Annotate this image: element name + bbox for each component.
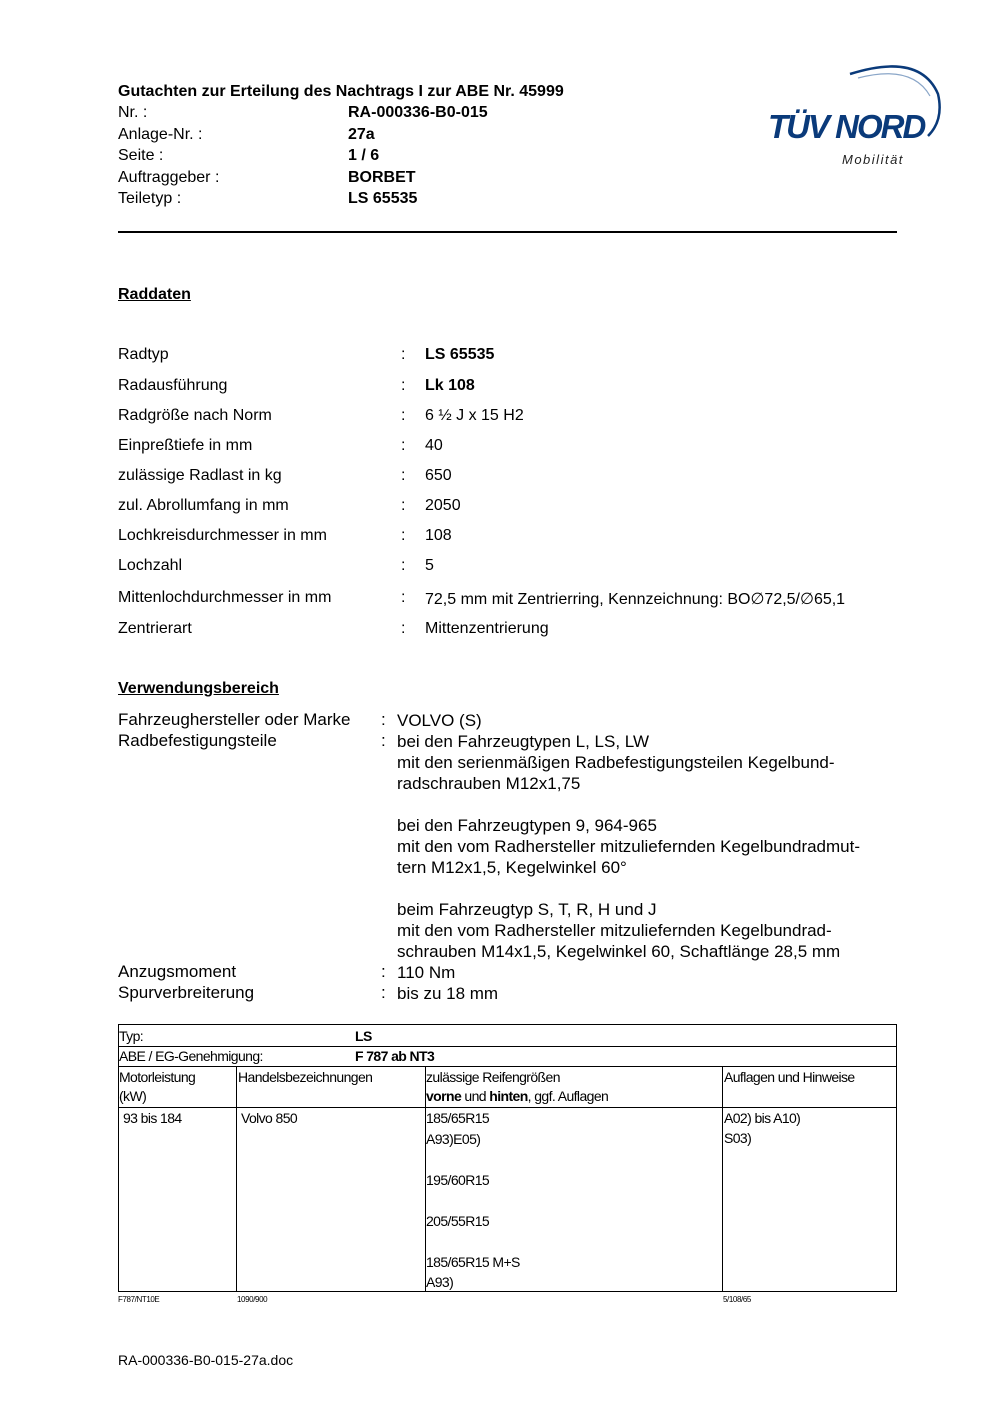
befestigung-line: bei den Fahrzeugtypen L, LS, LW xyxy=(397,732,650,751)
table-footer-right: 5/108/65 xyxy=(723,1295,751,1304)
hersteller-value: VOLVO (S) xyxy=(397,711,482,730)
rd-value-radlast: 650 xyxy=(425,467,452,484)
rd-colon: : xyxy=(401,346,406,363)
und-text: und xyxy=(461,1088,490,1104)
befestigung-line: beim Fahrzeugtyp S, T, R, H und J xyxy=(397,900,657,919)
vw-colon: : xyxy=(381,710,386,729)
befestigung-line: mit den vom Radhersteller mitzuliefernden Kegelbundradmut- xyxy=(397,837,861,856)
anzugsmoment-value: 110 Nm xyxy=(397,963,456,982)
befestigung-line: mit den vom Radhersteller mitzuliefernden Kegelbundrad- xyxy=(397,921,832,940)
hersteller-label: Fahrzeughersteller oder Marke xyxy=(118,710,351,729)
seite-label: Seite : xyxy=(118,147,164,164)
auflagen-text: , ggf. Auflagen xyxy=(527,1088,609,1104)
col-header-leistung: Motorleistung xyxy=(119,1069,196,1085)
rd-value-mittenloch: 72,5 mm mit Zentrierring, Kennzeichnung: BO∅72,5/∅65,1 xyxy=(425,591,846,608)
rd-colon: : xyxy=(401,437,406,454)
reifen-spacer xyxy=(426,1149,520,1170)
befestigung-line: schrauben M14x1,5, Kegelwinkel 60, Schaftlänge 28,5 mm xyxy=(397,942,841,961)
reifen-line: 205/55R15 xyxy=(426,1212,490,1229)
rd-value-radtyp: LS 65535 xyxy=(425,346,495,363)
anlage-label: Anlage-Nr. : xyxy=(118,126,203,143)
befestigung-spacer xyxy=(397,794,860,815)
cell-leistung: 93 bis 184 xyxy=(123,1110,182,1126)
rd-label-groesse: Radgröße nach Norm xyxy=(118,407,272,424)
abe-value: F 787 ab NT3 xyxy=(355,1048,435,1064)
header-divider xyxy=(118,231,897,233)
rd-label-radlast: zulässige Radlast in kg xyxy=(118,467,282,484)
rd-value-groesse: 6 ½ J x 15 H2 xyxy=(425,407,524,424)
table-footer-left: F787/NT10E xyxy=(118,1295,160,1304)
rd-label-zentrierart: Zentrierart xyxy=(118,620,192,637)
rd-colon: : xyxy=(401,527,406,544)
table-col-rule xyxy=(236,1066,237,1292)
nr-value: RA-000336-B0-015 xyxy=(348,104,488,121)
befestigung-spacer xyxy=(397,878,860,899)
vw-colon: : xyxy=(381,983,386,1002)
teiletyp-value: LS 65535 xyxy=(348,190,418,207)
typ-value: LS xyxy=(355,1028,372,1044)
befestigung-line: radschrauben M12x1,75 xyxy=(397,774,581,793)
nr-label: Nr. : xyxy=(118,104,148,121)
befestigung-label: Radbefestigungsteile xyxy=(118,731,277,750)
rd-label-ausfuehrung: Radausführung xyxy=(118,377,228,394)
reifen-line: 185/65R15 xyxy=(426,1110,490,1126)
rd-colon: : xyxy=(401,620,406,637)
col-header-leistung-unit: (kW) xyxy=(119,1088,147,1104)
anlage-value: 27a xyxy=(348,126,375,143)
logo-wordmark: TÜV NORD xyxy=(768,108,925,145)
rd-value-zentrierart: Mittenzentrierung xyxy=(425,620,549,637)
rd-value-einpresstiefe: 40 xyxy=(425,437,443,454)
spurverbreiterung-value: bis zu 18 mm xyxy=(397,984,499,1003)
reifen-spacer xyxy=(426,1231,520,1252)
rd-colon: : xyxy=(401,407,406,424)
verwendungsbereich-heading: Verwendungsbereich xyxy=(118,680,279,697)
document-title: Gutachten zur Erteilung des Nachtrags I zur ABE Nr. 45999 xyxy=(118,83,564,100)
vw-colon: : xyxy=(381,962,386,981)
hinweis-line: A02) bis A10) xyxy=(724,1110,801,1126)
rd-label-radtyp: Radtyp xyxy=(118,346,169,363)
cell-hinweise xyxy=(724,1108,800,1148)
teiletyp-label: Teiletyp : xyxy=(118,190,182,207)
befestigung-line: bei den Fahrzeugtypen 9, 964-965 xyxy=(397,816,657,835)
auftraggeber-value: BORBET xyxy=(348,169,416,186)
tuev-nord-logo xyxy=(762,58,942,173)
hinweis-line: S03) xyxy=(724,1130,752,1146)
hinten-text: hinten xyxy=(489,1088,528,1104)
col-header-hinweise: Auflagen und Hinweise xyxy=(724,1069,855,1085)
reifen-spacer xyxy=(426,1190,520,1211)
seite-value: 1 / 6 xyxy=(348,147,380,164)
cell-reifen xyxy=(426,1108,520,1293)
rd-colon: : xyxy=(401,467,406,484)
col-header-handelsbezeichnung: Handelsbezeichnungen xyxy=(238,1069,373,1085)
rd-value-lochkreis: 108 xyxy=(425,527,452,544)
anzugsmoment-label: Anzugsmoment xyxy=(118,962,237,981)
col-header-reifen: zulässige Reifengrößen xyxy=(426,1069,560,1085)
befestigung-line: mit den serienmäßigen Radbefestigungsteilen Kegelbund- xyxy=(397,753,835,772)
rd-label-einpresstiefe: Einpreßtiefe in mm xyxy=(118,437,253,454)
spurverbreiterung-label: Spurverbreiterung xyxy=(118,983,255,1002)
vorne-text: vorne xyxy=(426,1088,462,1104)
raddaten-heading: Raddaten xyxy=(118,286,191,303)
rd-label-lochzahl: Lochzahl xyxy=(118,557,183,574)
reifen-line: 185/65R15 M+S xyxy=(426,1253,520,1270)
reifen-line: A93)E05) xyxy=(426,1130,481,1147)
rd-label-mittenloch: Mittenlochdurchmesser in mm xyxy=(118,589,332,606)
vw-colon: : xyxy=(381,731,386,750)
befestigung-line: tern M12x1,5, Kegelwinkel 60° xyxy=(397,858,627,877)
reifen-line: A93) xyxy=(426,1274,454,1290)
rd-colon: : xyxy=(401,589,406,606)
rd-value-lochzahl: 5 xyxy=(425,557,434,574)
table-footer-mid: 1090/900 xyxy=(237,1295,268,1304)
rd-value-ausfuehrung: Lk 108 xyxy=(425,377,475,394)
rd-colon: : xyxy=(401,377,406,394)
abe-label: ABE / EG-Genehmigung: xyxy=(119,1048,263,1064)
rd-value-abrollumfang: 2050 xyxy=(425,497,461,514)
reifen-line: 195/60R15 xyxy=(426,1171,490,1188)
cell-handelsbezeichnung: Volvo 850 xyxy=(241,1110,298,1126)
vehicle-table xyxy=(118,1024,897,1292)
col-header-reifen-sub xyxy=(426,1086,608,1106)
typ-label: Typ: xyxy=(119,1028,144,1044)
rd-colon: : xyxy=(401,557,406,574)
logo-subline: Mobilität xyxy=(842,152,904,167)
document-filename: RA-000336-B0-015-27a.doc xyxy=(118,1352,294,1368)
rd-label-abrollumfang: zul. Abrollumfang in mm xyxy=(118,497,289,514)
table-col-rule xyxy=(722,1066,723,1292)
rd-colon: : xyxy=(401,497,406,514)
rd-label-lochkreis: Lochkreisdurchmesser in mm xyxy=(118,527,327,544)
befestigung-text xyxy=(397,731,860,962)
auftraggeber-label: Auftraggeber : xyxy=(118,169,220,186)
